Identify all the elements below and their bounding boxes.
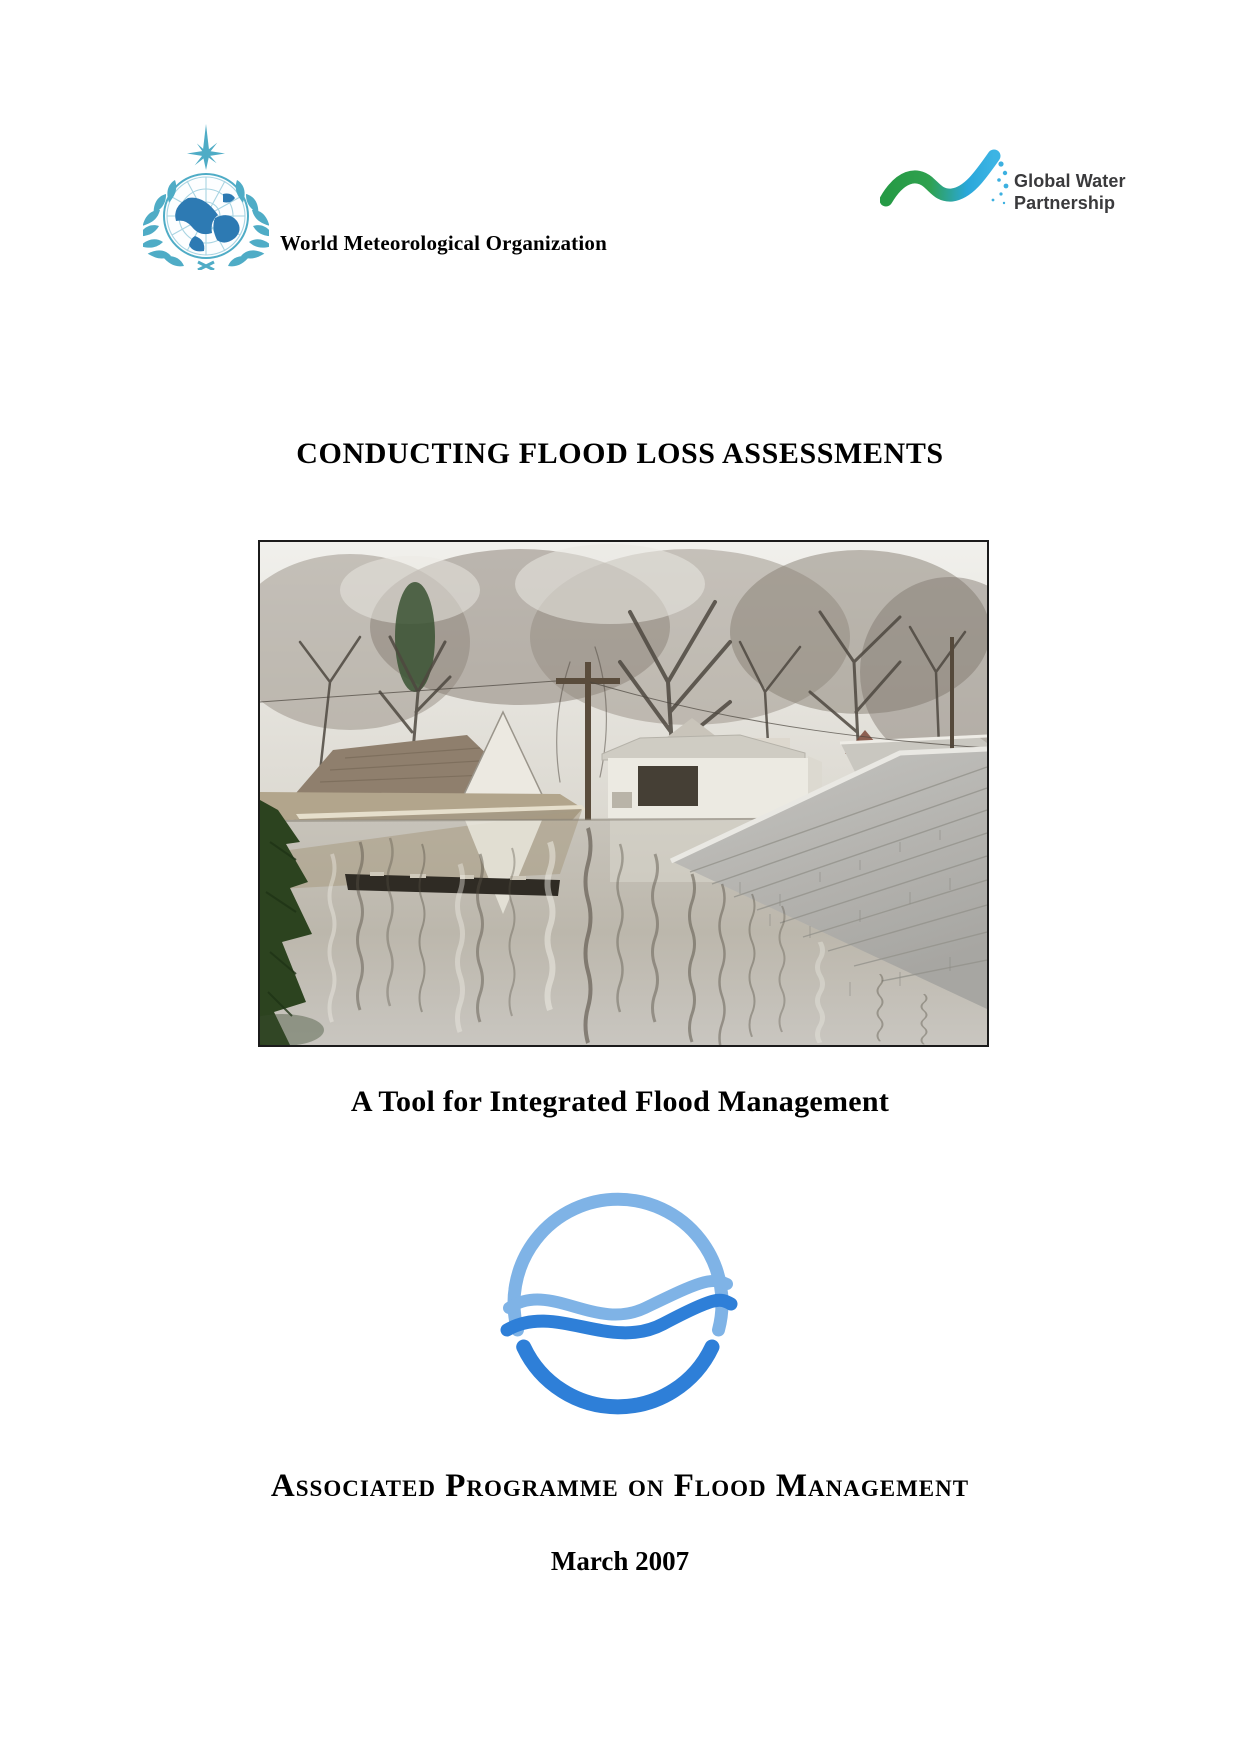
wmo-logo-icon [143, 124, 269, 270]
publication-date: March 2007 [550, 1546, 690, 1576]
gwp-wave-icon [880, 148, 1020, 233]
flood-scene-illustration [260, 542, 987, 1045]
wave-splatter-dots [992, 161, 1009, 204]
compass-rose-icon [185, 124, 227, 175]
apfm-circle-waves-icon [495, 1180, 741, 1426]
programme-name: Associated Programme on Flood Management [270, 1468, 970, 1504]
gwp-line1: Global Water [1014, 171, 1126, 191]
gwp-wordmark [1014, 170, 1126, 214]
cover-subtitle: A Tool for Integrated Flood Management [350, 1085, 890, 1118]
wmo-org-name: World Meteorological Organization [280, 231, 607, 255]
cover-title: CONDUCTING FLOOD LOSS ASSESSMENTS [296, 437, 944, 470]
gwp-line2: Partnership [1014, 193, 1116, 213]
flooded-houses-photo [258, 540, 989, 1047]
globe-icon [164, 174, 248, 258]
